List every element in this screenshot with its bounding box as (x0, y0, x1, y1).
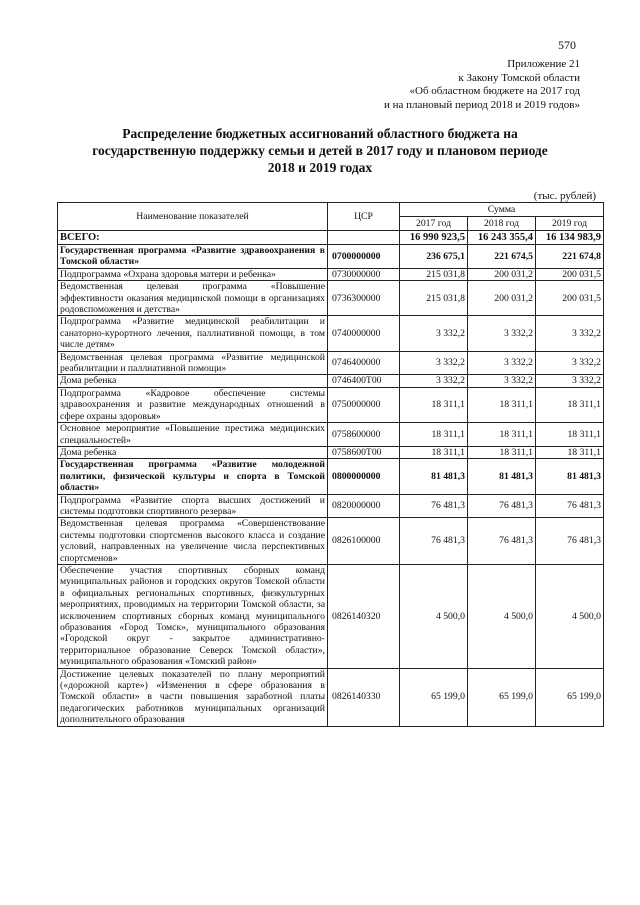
title-line: 2018 и 2019 годах (267, 160, 373, 175)
row-name: Обеспечение участия спортивных сборных команд муниципальных районов и городских округов Томской области в официальных региональных спортивных, физкультурных мероприятиях, проводимых на территории Томской области, за исключением спортивных сборных команд муниципального образования «Город Томск», муниципального образования «Городской округ - закрытое административно-территориальное образование Северск Томской области», муниципального образования «Томский район» (58, 564, 328, 668)
row-code: 0700000000 (328, 245, 400, 269)
total-row (58, 231, 604, 245)
table-row (58, 387, 604, 422)
document-title (60, 125, 580, 176)
total-2017: 16 990 923,5 (400, 231, 468, 245)
total-2019: 16 134 983,9 (536, 231, 604, 245)
page-number: 570 (558, 38, 576, 52)
row-value-2018: 3 332,2 (468, 375, 536, 387)
appendix-line: Приложение 21 (507, 58, 580, 70)
row-code: 0746400000 (328, 351, 400, 375)
row-value-2018: 4 500,0 (468, 564, 536, 668)
table-row (58, 268, 604, 280)
appendix-header (384, 58, 580, 112)
row-value-2019: 76 481,3 (536, 518, 604, 565)
row-value-2017: 236 675,1 (400, 245, 468, 269)
row-value-2019: 200 031,5 (536, 268, 604, 280)
table-row (58, 375, 604, 387)
row-value-2017: 18 311,1 (400, 423, 468, 447)
row-value-2018: 18 311,1 (468, 387, 536, 422)
table-row (58, 564, 604, 668)
row-value-2017: 3 332,2 (400, 351, 468, 375)
header-year-2018: 2018 год (468, 217, 536, 231)
row-value-2017: 81 481,3 (400, 459, 468, 494)
row-value-2019: 200 031,5 (536, 281, 604, 316)
table-row (58, 459, 604, 494)
row-value-2018: 76 481,3 (468, 518, 536, 565)
row-code: 0736300000 (328, 281, 400, 316)
units-label: (тыс. рублей) (533, 190, 596, 202)
row-value-2017: 76 481,3 (400, 494, 468, 518)
header-name: Наименование показателей (58, 203, 328, 231)
row-name: Государственная программа «Развитие молодежной политики, физической культуры и спорта в Томской области» (58, 459, 328, 494)
row-value-2018: 3 332,2 (468, 351, 536, 375)
row-name: Подпрограмма «Развитие медицинской реабилитации и санаторно-курортного лечения, паллиативной помощи, в том числе детям» (58, 316, 328, 351)
table-row (58, 518, 604, 565)
header-sum: Сумма (400, 203, 604, 217)
row-value-2018: 221 674,5 (468, 245, 536, 269)
row-value-2017: 4 500,0 (400, 564, 468, 668)
row-value-2018: 81 481,3 (468, 459, 536, 494)
header-year-2017: 2017 год (400, 217, 468, 231)
total-label: ВСЕГО: (58, 231, 328, 245)
table-row (58, 446, 604, 458)
row-value-2017: 215 031,8 (400, 268, 468, 280)
row-value-2018: 3 332,2 (468, 316, 536, 351)
table-row (58, 668, 604, 726)
row-code: 0750000000 (328, 387, 400, 422)
total-code (328, 231, 400, 245)
row-value-2019: 18 311,1 (536, 423, 604, 447)
row-name: Государственная программа «Развитие здравоохранения в Томской области» (58, 245, 328, 269)
row-value-2017: 65 199,0 (400, 668, 468, 726)
row-code: 0800000000 (328, 459, 400, 494)
row-name: Подпрограмма «Кадровое обеспечение системы здравоохранения и развитие международных отношений в сфере охраны здоровья» (58, 387, 328, 422)
row-value-2017: 76 481,3 (400, 518, 468, 565)
row-name: Ведомственная целевая программа «Повышение эффективности оказания медицинской помощи в организациях родовспоможения и детства» (58, 281, 328, 316)
row-value-2018: 200 031,2 (468, 281, 536, 316)
appendix-line: «Об областном бюджете на 2017 год (409, 85, 580, 97)
row-value-2019: 3 332,2 (536, 351, 604, 375)
row-value-2019: 76 481,3 (536, 494, 604, 518)
row-code: 0826100000 (328, 518, 400, 565)
table-row (58, 423, 604, 447)
row-code: 0820000000 (328, 494, 400, 518)
budget-table (57, 202, 604, 727)
row-value-2017: 3 332,2 (400, 375, 468, 387)
row-value-2019: 221 674,8 (536, 245, 604, 269)
row-value-2019: 18 311,1 (536, 387, 604, 422)
row-value-2018: 18 311,1 (468, 446, 536, 458)
row-name: Дома ребенка (58, 446, 328, 458)
row-name: Основное мероприятие «Повышение престижа медицинских специальностей» (58, 423, 328, 447)
row-code: 0740000000 (328, 316, 400, 351)
row-value-2019: 3 332,2 (536, 375, 604, 387)
row-name: Подпрограмма «Развитие спорта высших достижений и системы подготовки спортивного резерва» (58, 494, 328, 518)
table-row (58, 281, 604, 316)
row-code: 0826140320 (328, 564, 400, 668)
row-value-2019: 18 311,1 (536, 446, 604, 458)
table-row (58, 245, 604, 269)
row-value-2018: 76 481,3 (468, 494, 536, 518)
header-year-2019: 2019 год (536, 217, 604, 231)
row-value-2019: 65 199,0 (536, 668, 604, 726)
appendix-line: к Закону Томской области (458, 71, 580, 84)
row-name: Дома ребенка (58, 375, 328, 387)
table-row (58, 316, 604, 351)
row-value-2019: 3 332,2 (536, 316, 604, 351)
row-value-2019: 81 481,3 (536, 459, 604, 494)
row-value-2019: 4 500,0 (536, 564, 604, 668)
row-code: 0730000000 (328, 268, 400, 280)
row-code: 0758600Т00 (328, 446, 400, 458)
row-value-2017: 3 332,2 (400, 316, 468, 351)
table-row (58, 494, 604, 518)
row-name: Достижение целевых показателей по плану мероприятий («дорожной карте») «Изменения в сфере образования в Томской области» в части повышения заработной платы педагогических работников муниципальных организаций дополнительного образования (58, 668, 328, 726)
row-name: Подпрограмма «Охрана здоровья матери и ребенка» (58, 268, 328, 280)
appendix-line: и на плановый период 2018 и 2019 годов» (383, 98, 580, 111)
row-name: Ведомственная целевая программа «Развитие медицинской реабилитации и паллиативной помощи» (58, 351, 328, 375)
total-2018: 16 243 355,4 (468, 231, 536, 245)
row-code: 0826140330 (328, 668, 400, 726)
table-row (58, 351, 604, 375)
title-line: государственную поддержку семьи и детей в 2017 году и плановом периоде (92, 143, 548, 158)
row-value-2017: 18 311,1 (400, 387, 468, 422)
row-value-2017: 215 031,8 (400, 281, 468, 316)
row-value-2018: 65 199,0 (468, 668, 536, 726)
row-name: Ведомственная целевая программа «Совершенствование системы подготовки спортсменов высокого класса и создание условий, направленных на увеличение числа перспективных спортсменов» (58, 518, 328, 565)
row-value-2017: 18 311,1 (400, 446, 468, 458)
row-code: 0746400Т00 (328, 375, 400, 387)
title-line: Распределение бюджетных ассигнований областного бюджета на (122, 126, 518, 141)
row-code: 0758600000 (328, 423, 400, 447)
header-code: ЦСР (328, 203, 400, 231)
row-value-2018: 18 311,1 (468, 423, 536, 447)
row-value-2018: 200 031,2 (468, 268, 536, 280)
